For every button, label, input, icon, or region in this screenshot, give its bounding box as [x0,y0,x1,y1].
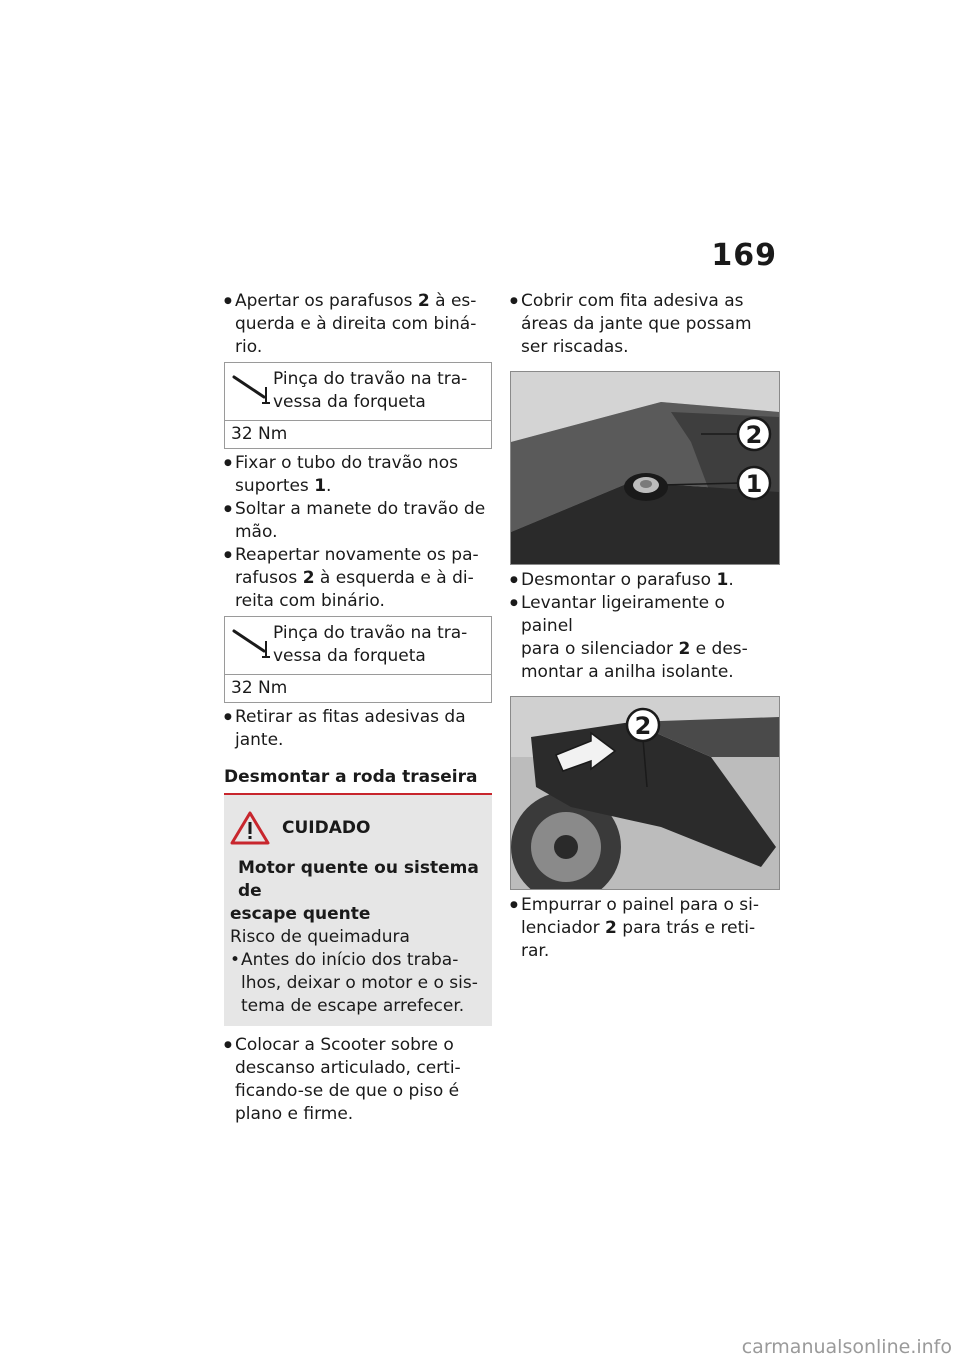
item-text: plano e firme. [235,1104,354,1124]
callout-label: 2 [634,712,652,740]
item-text: montar a anilha isolante. [521,662,734,682]
photo-illustration [511,697,779,889]
reference-number: 2 [605,918,617,938]
list-item [224,1034,492,1126]
torque-label: vessa da forqueta [273,646,426,666]
warning-list-item [230,949,488,1018]
torque-value: 32 Nm [231,424,288,444]
item-text: Soltar a manete do travão de [235,499,486,519]
photo-illustration [511,372,779,564]
item-text: para trás e reti- [616,918,756,938]
callout-label: 2 [745,421,763,449]
callout-label: 1 [745,470,763,498]
item-text: . [326,476,332,496]
photo-panel-screw [510,371,780,565]
item-text: à es- [429,291,477,311]
warning-risk: Risco de queimadura [230,927,410,947]
item-text: e des- [690,639,748,659]
item-text: rar. [521,941,550,961]
watermark[interactable]: carmanualsonline.info [741,1336,952,1358]
item-text: Fixar o tubo do travão nos [235,453,458,473]
torque-label: vessa da forqueta [273,392,426,412]
item-text: tema de escape arrefecer. [241,996,465,1016]
item-text: ficando-se de que o piso é [235,1081,460,1101]
reference-number: 1 [314,476,327,496]
warning-box [224,793,492,1026]
reference-number: 1 [716,570,729,590]
right-column [510,290,780,963]
item-text: reita com binário. [235,591,385,611]
torque-wrench-icon [231,627,271,661]
reference-number: 2 [302,568,315,588]
item-text: ser riscadas. [521,337,629,357]
list-item [510,569,780,592]
item-text: • Antes do início dos traba- [241,950,459,970]
photo-silencer-panel [510,696,780,890]
item-text: para o silenciador [521,639,679,659]
left-column [224,290,492,1126]
item-text: jante. [235,730,284,750]
warning-subtitle: escape quente [230,904,371,924]
item-text: Reapertar novamente os pa- [235,545,479,565]
warning-triangle-icon [230,811,270,845]
item-text: Cobrir com fita adesiva as [521,291,744,311]
reference-number: 2 [417,291,430,311]
item-text: áreas da jante que possam [521,314,752,334]
torque-wrench-icon [231,373,271,407]
item-text: lhos, deixar o motor e o sis- [241,973,478,993]
item-text: à esquerda e à di- [314,568,474,588]
item-text: Retirar as fitas adesivas da [235,707,466,727]
item-text: mão. [235,522,278,542]
torque-spec-box [224,616,492,703]
list-item [510,894,780,963]
torque-label: Pinça do travão na tra- [273,623,468,643]
torque-spec-box [224,362,492,449]
list-item [224,452,492,498]
item-text: Colocar a Scooter sobre o [235,1035,454,1055]
item-text: rafusos [235,568,303,588]
list-item [224,290,492,359]
warning-subtitle: Motor quente ou sistema de [238,858,479,901]
item-text: rio. [235,337,263,357]
list-item [224,544,492,613]
item-text: . [728,570,734,590]
page-number: 169 [711,238,777,273]
list-item [224,498,492,544]
section-heading: Desmontar a roda traseira [224,767,478,787]
item-text: lenciador [521,918,606,938]
item-text: Desmontar o parafuso [521,570,717,590]
item-text: Levantar ligeiramente o painel [521,593,725,636]
item-text: querda e à direita com biná- [235,314,477,334]
item-text: Apertar os parafusos [235,291,418,311]
reference-number: 2 [678,639,691,659]
torque-label: Pinça do travão na tra- [273,369,468,389]
list-item [224,706,492,752]
item-text: Empurrar o painel para o si- [521,895,759,915]
list-item [510,592,780,684]
item-text: descanso articulado, certi- [235,1058,461,1078]
list-item [510,290,780,359]
item-text: suportes [235,476,315,496]
torque-value: 32 Nm [231,678,288,698]
warning-title: CUIDADO [282,818,371,838]
